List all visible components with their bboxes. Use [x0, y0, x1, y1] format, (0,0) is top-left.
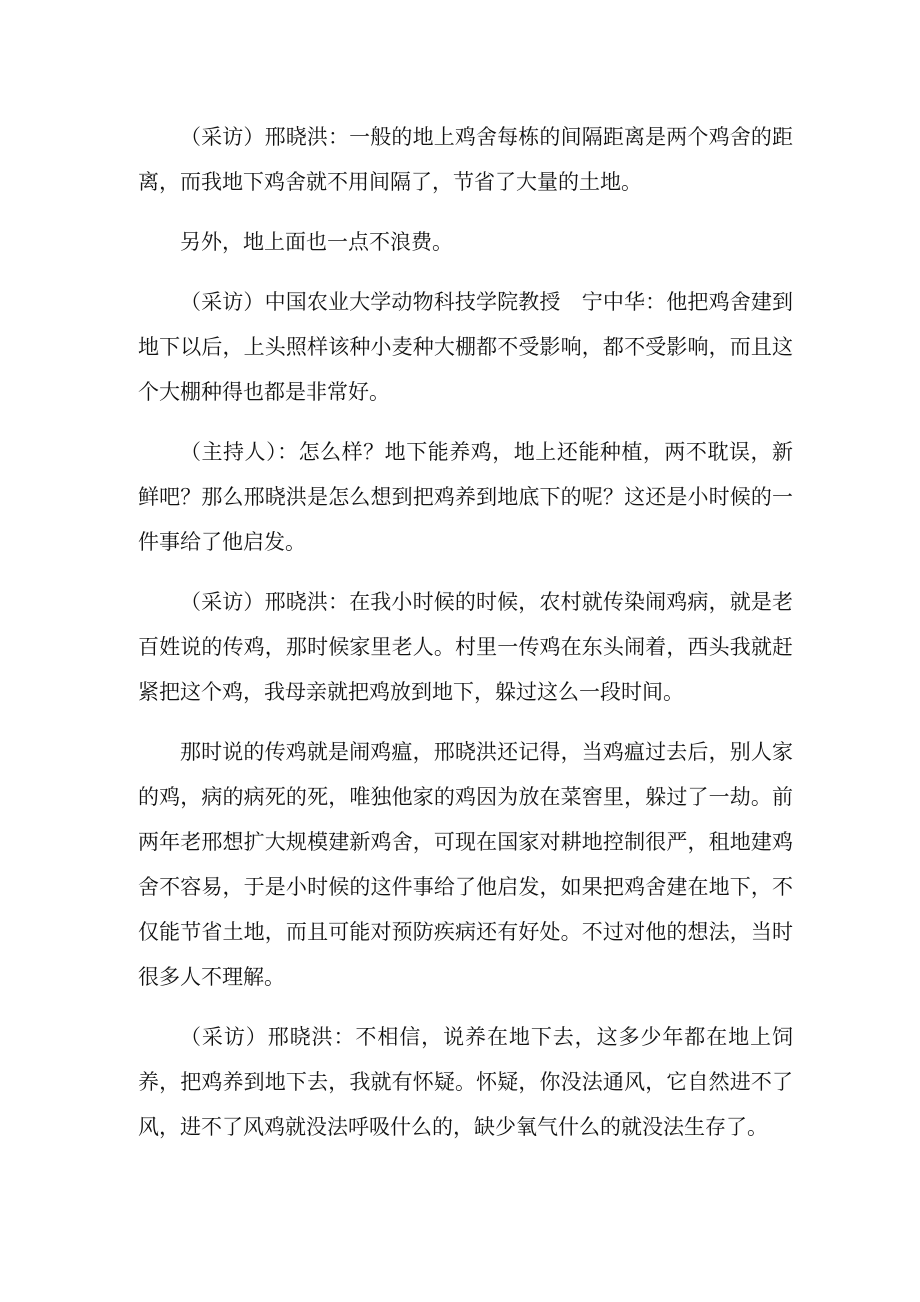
paragraph-3: （采访）中国农业大学动物科技学院教授 宁中华：他把鸡舍建到地下以后，上头照样该种小麦种大棚都不受影响，都不受影响，而且这个大棚种得也都是非常好。 [138, 290, 793, 404]
paragraph-7: （采访）邢晓洪：不相信，说养在地下去，这多少年都在地上饲养，把鸡养到地下去，我就有怀疑。怀疑，你没法通风，它自然进不了风，进不了风鸡就没法呼吸什么的，缺少氧气什么的就没法生存了。 [138, 1025, 793, 1139]
document-body [138, 115, 793, 1165]
paragraph-4: （主持人）：怎么样？地下能养鸡，地上还能种植，两不耽误，新鲜吧？那么邢晓洪是怎么想到把鸡养到地底下的呢？这还是小时候的一件事给了他启发。 [138, 440, 793, 554]
paragraph-6: 那时说的传鸡就是闹鸡瘟，邢晓洪还记得，当鸡瘟过去后，别人家的鸡，病的病死的死，唯独他家的鸡因为放在菜窖里，躲过了一劫。前两年老邢想扩大规模建新鸡舍，可现在国家对耕地控制很严，租地建鸡舍不容易，于是小时候的这件事给了他启发，如果把鸡舍建在地下，不仅能节省土地，而且可能对预防疾病还有好处。不过对他的想法，当时很多人不理解。 [138, 740, 793, 989]
paragraph-5: （采访）邢晓洪：在我小时候的时候，农村就传染闹鸡病，就是老百姓说的传鸡，那时候家里老人。村里一传鸡在东头闹着，西头我就赶紧把这个鸡，我母亲就把鸡放到地下，躲过这么一段时间。 [138, 590, 793, 704]
paragraph-2: 另外，地上面也一点不浪费。 [180, 230, 453, 254]
paragraph-1: （采访）邢晓洪：一般的地上鸡舍每栋的间隔距离是两个鸡舍的距离，而我地下鸡舍就不用间隔了，节省了大量的土地。 [138, 125, 793, 194]
